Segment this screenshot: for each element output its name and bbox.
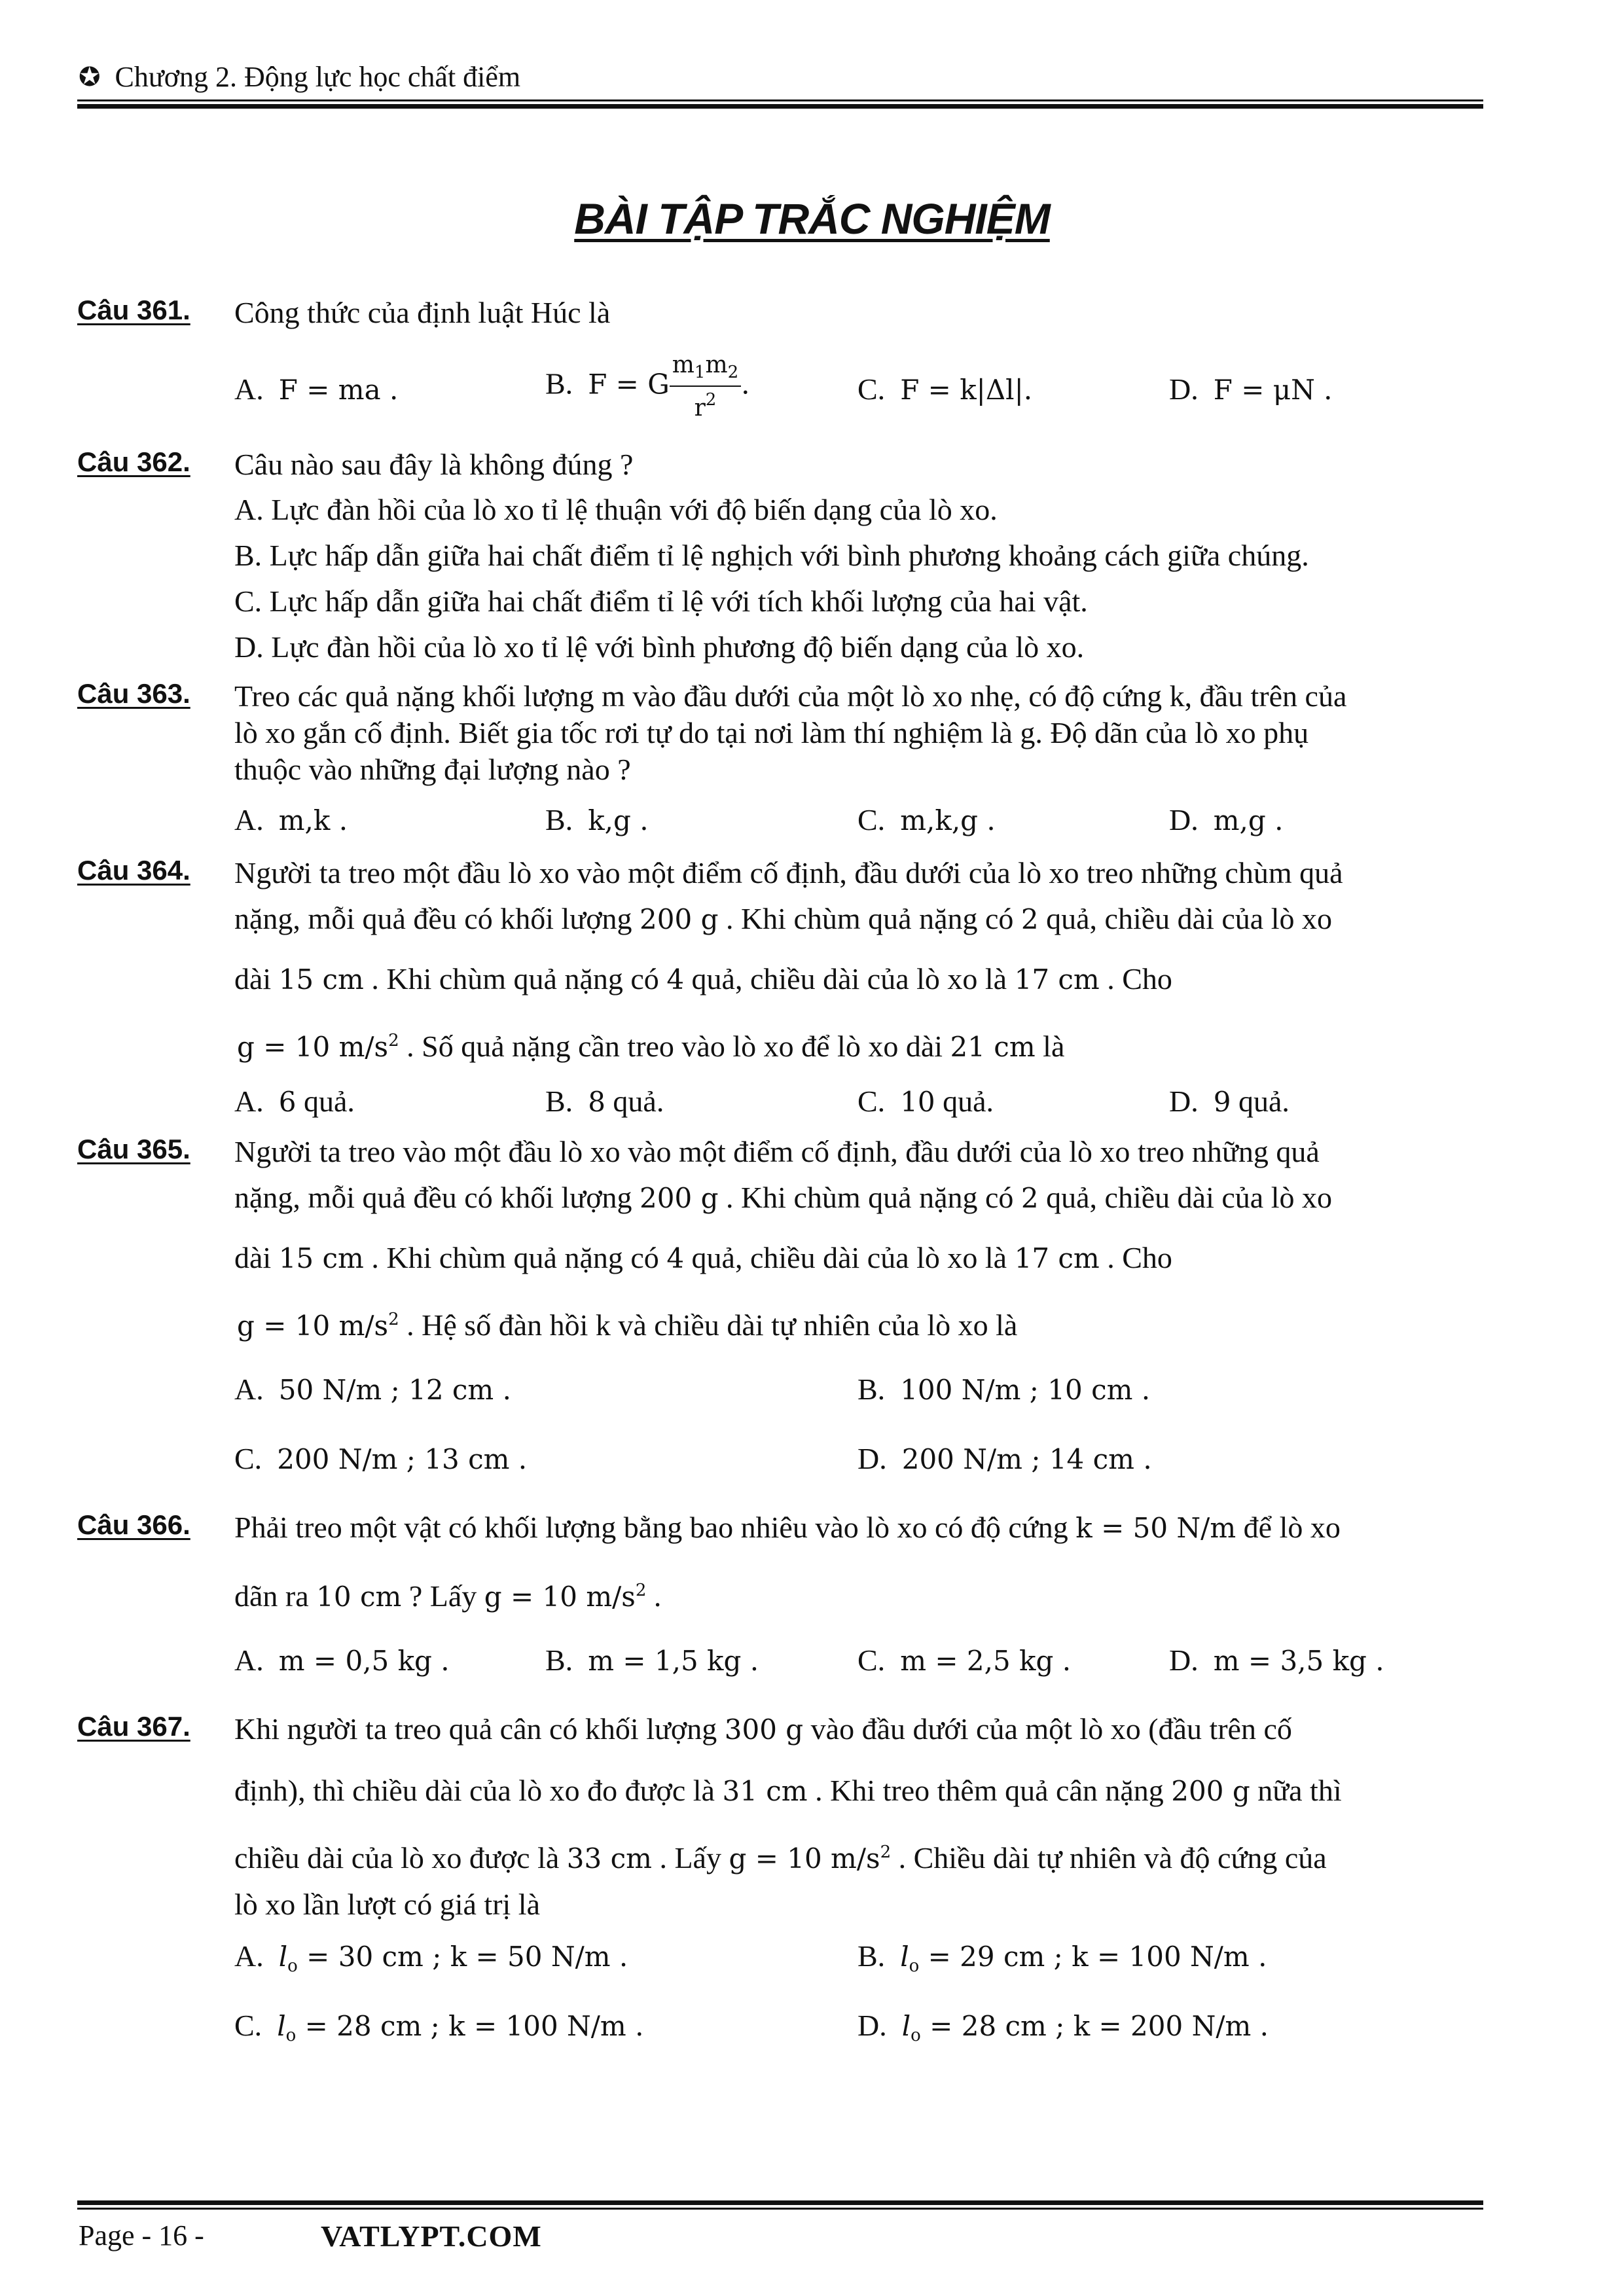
question-label: Câu 364. [77,855,190,886]
option-d: D. F = μN . [1169,372,1333,406]
footer-divider [77,2200,1483,2210]
option-b: B. Lực hấp dẫn giữa hai chất điểm tỉ lệ nghịch với bình phương khoảng cách giữa chúng. [234,539,1309,572]
question-stem-line-1: Người ta treo vào một đầu lò xo vào một điểm cố định, đầu dưới của lò xo treo những quả [234,1135,1320,1168]
question-stem: Câu nào sau đây là không đúng ? [234,448,634,481]
question-stem-line-1: Khi người ta treo quả cân có khối lượng 300 g vào đầu dưới của một lò xo (đầu trên cố [234,1712,1292,1746]
question-stem-line-1: Người ta treo một đầu lò xo vào một điểm cố định, đầu dưới của lò xo treo những chùm quả [234,856,1343,889]
question-label: Câu 361. [77,295,190,325]
option-a: A. $l_o = 30$ cm ; k = 50 N/m . [234,1939,628,1976]
option-a: A. F = ma . [234,372,399,406]
question-stem-line-3: thuộc vào những đại lượng nào ? [234,753,631,786]
page-title: BÀI TẬP TRẮC NGHIỆM [574,194,1050,243]
question-stem-line-3: dài 15 cm . Khi chùm quả nặng có 4 quả, chiều dài của lò xo là 17 cm . Cho [234,962,1172,996]
option-d: D. m,g . [1169,803,1284,836]
option-c: C. m = 2,5 kg . [857,1643,1072,1677]
question-stem: Công thức của định luật Húc là [234,296,611,329]
site-name: VATLYPT.COM [321,2219,542,2253]
question-stem-line-3: dài 15 cm . Khi chùm quả nặng có 4 quả, chiều dài của lò xo là 17 cm . Cho [234,1241,1172,1274]
question-label: Câu 367. [77,1711,190,1742]
option-c: C. m,k,g . [857,803,996,836]
question-stem-line-2: dãn ra 10 cm ? Lấy g = 10 $m/s^2$ . [234,1579,662,1613]
option-a: A. Lực đàn hồi của lò xo tỉ lệ thuận với độ biến dạng của lò xo. [234,493,998,526]
question-stem-line-2: nặng, mỗi quả đều có khối lượng 200 g . Khi chùm quả nặng có 2 quả, chiều dài của lò xo [234,902,1332,935]
option-a: A. m,k . [234,803,348,836]
question-stem-line-4: g = 10 $m/s^2$ . Hệ số đàn hồi k và chiều dài tự nhiên của lò xo là [237,1308,1018,1342]
option-d: D. $l_o = 28$ cm ; k = 200 N/m . [857,2009,1269,2045]
question-stem-line-4: g = 10 $m/s^2$ . Số quả nặng cần treo vào lò xo để lò xo dài 21 cm là [237,1030,1065,1063]
question-stem-line-2: nặng, mỗi quả đều có khối lượng 200 g . Khi chùm quả nặng có 2 quả, chiều dài của lò xo [234,1181,1332,1214]
star-circle-icon: ✪ [79,62,101,92]
option-a: A. m = 0,5 kg . [234,1643,450,1677]
question-stem-line-1: Phải treo một vật có khối lượng bằng bao nhiêu vào lò xo có độ cứng k = 50 N/m để lò xo [234,1511,1341,1544]
option-c: C. Lực hấp dẫn giữa hai chất điểm tỉ lệ với tích khối lượng của hai vật. [234,584,1088,618]
chapter-header [79,60,520,94]
option-c: C. $l_o = 28$ cm ; k = 100 N/m . [234,2009,644,2045]
option-b: B. 100 N/m ; 10 cm . [857,1372,1151,1406]
gravity-fraction: $\frac{m_1m_2}{r^2}$ [670,352,741,422]
question-stem-line-2: định), thì chiều dài của lò xo đo được là 31 cm . Khi treo thêm quả cân nặng 200 g nữa thì [234,1774,1342,1807]
question-label: Câu 365. [77,1134,190,1164]
question-label: Câu 366. [77,1509,190,1540]
header-divider [77,99,1483,109]
option-b: B. m = 1,5 kg . [545,1643,759,1677]
chapter-title: Chương 2. Động lực học chất điểm [115,61,521,93]
option-d: D. m = 3,5 kg . [1169,1643,1384,1677]
question-label: Câu 362. [77,446,190,477]
page-number: Page - 16 - [79,2219,204,2251]
option-c: C. 200 N/m ; 13 cm . [234,1442,528,1475]
question-stem-line-2: lò xo gắn cố định. Biết gia tốc rơi tự do tại nơi làm thí nghiệm là g. Độ dãn của lò xo phụ [234,716,1309,749]
option-a: A. 50 N/m ; 12 cm . [234,1372,511,1406]
option-c: C. F = k|Δl|. [857,372,1033,406]
option-b: B. 8 quả. [545,1085,664,1118]
question-stem-line-1: Treo các quả nặng khối lượng m vào đầu dưới của một lò xo nhẹ, có độ cứng k, đầu trên của [234,679,1347,713]
question-stem-line-3: chiều dài của lò xo được là 33 cm . Lấy g = 10 $m/s^2$ . Chiều dài tự nhiên và độ cứng của [234,1841,1327,1874]
option-b: B. k,g . [545,803,649,836]
question-stem-line-4: lò xo lần lượt có giá trị là [234,1888,540,1921]
option-d: D. 200 N/m ; 14 cm . [857,1442,1152,1475]
option-b: B. F = G $\frac{m_1m_2}{r^2}$ . [545,351,750,422]
option-b: B. $l_o = 29$ cm ; k = 100 N/m . [857,1939,1267,1976]
option-d: D. Lực đàn hồi của lò xo tỉ lệ với bình phương độ biến dạng của lò xo. [234,630,1085,664]
option-c: C. 10 quả. [857,1085,994,1118]
option-a: A. 6 quả. [234,1085,355,1118]
option-d: D. 9 quả. [1169,1085,1290,1118]
question-label: Câu 363. [77,678,190,709]
